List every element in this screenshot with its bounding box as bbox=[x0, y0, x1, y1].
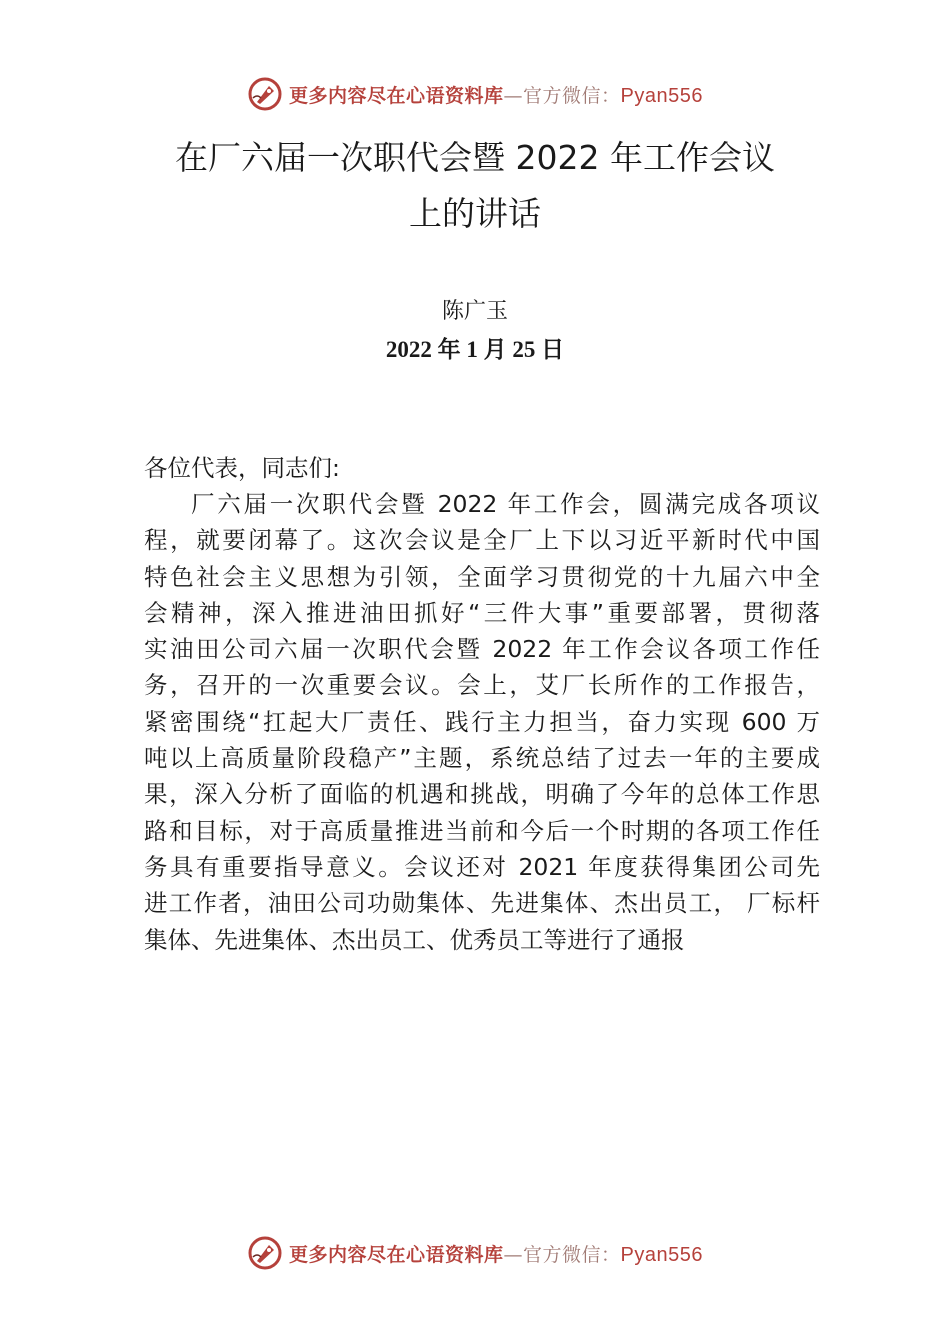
speech-body bbox=[144, 486, 820, 958]
watermark-handle: Pyan556 bbox=[620, 1243, 703, 1266]
greeting: 各位代表，同志们: bbox=[144, 454, 340, 482]
body-line: 务，召开的一次重要会议。会上，艾厂长所作的工作报告， bbox=[144, 671, 820, 700]
body-line: 路和目标，对于高质量推进当前和今后一个时期的各项工作任 bbox=[144, 816, 820, 845]
body-line: 特色社会主义思想为引领，全面学习贯彻党的十九届六中全 bbox=[144, 562, 820, 591]
body-line: 程，就要闭幕了。这次会议是全厂上下以习近平新时代中国 bbox=[144, 526, 820, 555]
watermark-text bbox=[289, 1240, 703, 1267]
body-line: 实油田公司六届一次职代会暨 2022 年工作会议各项工作任 bbox=[144, 635, 820, 664]
body-line: 紧密围绕“扛起大厂责任、践行主力担当，奋力实现 600 万 bbox=[144, 707, 820, 736]
author-name: 陈广玉 bbox=[441, 299, 508, 324]
watermark-handle: Pyan556 bbox=[620, 84, 703, 107]
watermark-label: —官方微信： bbox=[503, 84, 621, 107]
watermark-brand: 更多内容尽在心语资料库 bbox=[289, 84, 504, 107]
header-watermark bbox=[0, 72, 950, 116]
footer-watermark bbox=[0, 1231, 950, 1275]
title-line-1: 在厂六届一次职代会暨 2022 年工作会议 bbox=[175, 138, 775, 177]
body-line: 会精神，深入推进油田抓好“三件大事”重要部署，贯彻落 bbox=[144, 598, 820, 627]
body-line: 厂六届一次职代会暨 2022 年工作会，圆满完成各项议 bbox=[191, 490, 820, 518]
watermark-text bbox=[289, 81, 703, 108]
pen-nib-logo-icon bbox=[247, 1235, 283, 1271]
page-title bbox=[0, 130, 950, 242]
body-line: 吨以上高质量阶段稳产”主题，系统总结了过去一年的主要成 bbox=[144, 744, 820, 773]
speech-date: 2022 年 1 月 25 日 bbox=[385, 337, 565, 362]
body-line: 果，深入分析了面临的机遇和挑战，明确了今年的总体工作思 bbox=[144, 780, 820, 809]
pen-nib-logo-icon bbox=[247, 76, 283, 112]
body-line: 务具有重要指导意义。会议还对 2021 年度获得集团公司先 bbox=[144, 852, 820, 881]
body-line: 集体、先进集体、杰出员工、优秀员工等进行了通报 bbox=[144, 925, 685, 954]
watermark-label: —官方微信： bbox=[503, 1243, 621, 1266]
title-line-2: 上的讲话 bbox=[409, 194, 541, 233]
watermark-brand: 更多内容尽在心语资料库 bbox=[289, 1243, 504, 1266]
body-line: 进工作者，油田公司功勋集体、先进集体、杰出员工， 厂标杆 bbox=[144, 889, 820, 918]
